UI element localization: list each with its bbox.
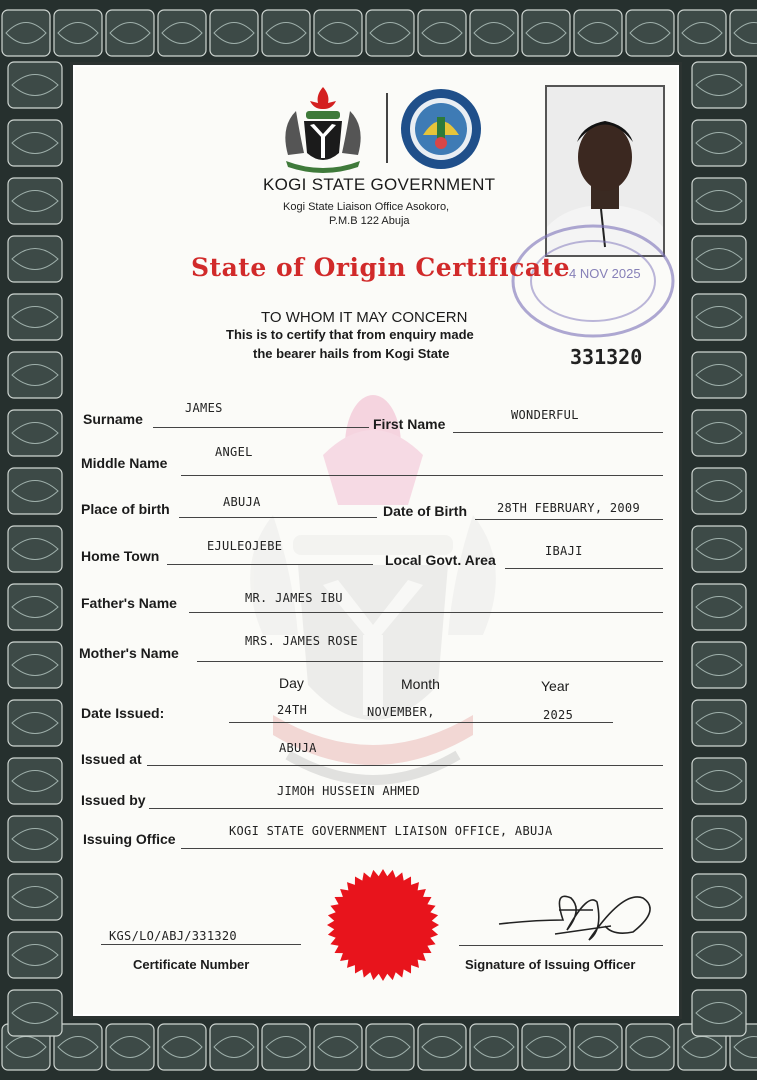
issuing-office-value: KOGI STATE GOVERNMENT LIAISON OFFICE, ABUJA bbox=[229, 824, 553, 838]
border-tile bbox=[574, 1024, 622, 1070]
border-tile bbox=[2, 10, 50, 56]
border-tile bbox=[8, 526, 62, 572]
border-tile bbox=[522, 10, 570, 56]
issued-at-label: Issued at bbox=[81, 751, 142, 767]
border-tile bbox=[522, 1024, 570, 1070]
first-name-value: WONDERFUL bbox=[511, 408, 579, 422]
date-issued-label: Date Issued: bbox=[81, 705, 165, 721]
issued-at-line bbox=[147, 765, 663, 766]
border-tile bbox=[692, 526, 746, 572]
place-of-birth-line bbox=[179, 517, 377, 518]
border-tile bbox=[418, 1024, 466, 1070]
border-tile bbox=[626, 1024, 674, 1070]
border-tile bbox=[8, 816, 62, 862]
surname-label: Surname bbox=[83, 411, 143, 427]
border-tile bbox=[8, 932, 62, 978]
border-tile bbox=[692, 816, 746, 862]
border-tile bbox=[470, 1024, 518, 1070]
border-tile bbox=[106, 10, 154, 56]
border-tile bbox=[692, 178, 746, 224]
certificate-paper bbox=[70, 62, 682, 1019]
signature-line bbox=[459, 945, 663, 946]
border-tile bbox=[470, 10, 518, 56]
border-tile bbox=[730, 10, 757, 56]
first-name-line bbox=[453, 432, 663, 433]
kogi-state-logo-icon bbox=[399, 87, 483, 171]
border-tile bbox=[106, 1024, 154, 1070]
border-tile bbox=[366, 1024, 414, 1070]
red-seal bbox=[323, 865, 443, 985]
border-tile bbox=[262, 10, 310, 56]
year-issued-value: 2025 bbox=[543, 708, 574, 722]
surname-line bbox=[153, 427, 369, 428]
border-tile bbox=[8, 236, 62, 282]
stamp-date-text: 4 NOV 2025 bbox=[569, 266, 641, 281]
signature-label: Signature of Issuing Officer bbox=[465, 957, 636, 972]
mother-name-label: Mother's Name bbox=[79, 645, 179, 661]
border-tile bbox=[692, 120, 746, 166]
border-tile bbox=[692, 642, 746, 688]
border-tile bbox=[574, 10, 622, 56]
border-tile bbox=[692, 584, 746, 630]
mother-name-value: MRS. JAMES ROSE bbox=[245, 634, 358, 648]
home-town-value: EJULEOJEBE bbox=[207, 539, 283, 553]
border-tile bbox=[8, 468, 62, 514]
border-tile bbox=[262, 1024, 310, 1070]
border-tile bbox=[626, 10, 674, 56]
border-tile bbox=[8, 120, 62, 166]
border-tile bbox=[692, 758, 746, 804]
border-tile bbox=[678, 10, 726, 56]
date-of-birth-value: 28TH FEBRUARY, 2009 bbox=[497, 501, 640, 515]
father-name-label: Father's Name bbox=[81, 595, 177, 611]
government-name: KOGI STATE GOVERNMENT bbox=[263, 175, 496, 194]
father-name-value: MR. JAMES IBU bbox=[245, 591, 343, 605]
serial-number: 331320 bbox=[570, 345, 643, 369]
border-tile bbox=[8, 642, 62, 688]
date-issued-line bbox=[229, 722, 613, 723]
border-tile bbox=[8, 874, 62, 920]
border-tile bbox=[314, 1024, 362, 1070]
issued-by-label: Issued by bbox=[81, 792, 146, 808]
border-tile bbox=[8, 758, 62, 804]
lga-label: Local Govt. Area bbox=[385, 552, 496, 568]
issuing-office-label: Issuing Office bbox=[83, 831, 176, 847]
home-town-line bbox=[167, 564, 373, 565]
border-tile bbox=[8, 352, 62, 398]
border-tile bbox=[692, 700, 746, 746]
border-tile bbox=[8, 62, 62, 108]
issued-by-line bbox=[149, 808, 663, 809]
first-name-label: First Name bbox=[373, 416, 446, 432]
certificate-title: State of Origin Certificate bbox=[191, 253, 571, 282]
place-of-birth-value: ABUJA bbox=[223, 495, 261, 509]
border-tile bbox=[8, 584, 62, 630]
certificate-number-label: Certificate Number bbox=[133, 957, 250, 972]
lga-value: IBAJI bbox=[545, 544, 583, 558]
border-tile bbox=[692, 352, 746, 398]
border-tile bbox=[158, 1024, 206, 1070]
middle-name-value: ANGEL bbox=[215, 445, 253, 459]
certify-line2: the bearer hails from Kogi State bbox=[253, 346, 450, 361]
day-issued-value: 24TH bbox=[277, 703, 308, 717]
place-of-birth-label: Place of birth bbox=[81, 501, 170, 517]
certify-line1: This is to certify that from enquiry made bbox=[226, 327, 474, 342]
border-tile bbox=[8, 294, 62, 340]
issued-by-value: JIMOH HUSSEIN AHMED bbox=[277, 784, 420, 798]
border-tile bbox=[692, 294, 746, 340]
border-tile bbox=[366, 10, 414, 56]
month-heading: Month bbox=[401, 676, 440, 692]
border-tile bbox=[210, 1024, 258, 1070]
date-of-birth-line bbox=[475, 519, 663, 520]
year-heading: Year bbox=[541, 678, 570, 694]
middle-name-line bbox=[181, 475, 663, 476]
border-tile bbox=[692, 62, 746, 108]
border-tile bbox=[692, 932, 746, 978]
border-tile bbox=[54, 10, 102, 56]
lga-line bbox=[505, 568, 663, 569]
border-tile bbox=[692, 468, 746, 514]
issued-at-value: ABUJA bbox=[279, 741, 317, 755]
office-address-line2: P.M.B 122 Abuja bbox=[329, 215, 410, 227]
border-tile bbox=[8, 990, 62, 1036]
office-address-line1: Kogi State Liaison Office Asokoro, bbox=[283, 201, 450, 213]
issuing-office-line bbox=[181, 848, 663, 849]
border-tile bbox=[692, 236, 746, 282]
border-tile bbox=[158, 10, 206, 56]
surname-value: JAMES bbox=[185, 401, 223, 415]
mother-name-line bbox=[197, 661, 663, 662]
border-tile bbox=[8, 700, 62, 746]
father-name-line bbox=[189, 612, 663, 613]
border-tile bbox=[692, 410, 746, 456]
certificate-number-value: KGS/LO/ABJ/331320 bbox=[109, 929, 237, 943]
day-heading: Day bbox=[279, 675, 304, 691]
date-of-birth-label: Date of Birth bbox=[383, 503, 467, 519]
border-tile bbox=[210, 10, 258, 56]
officer-signature bbox=[493, 880, 673, 950]
home-town-label: Home Town bbox=[81, 548, 160, 564]
border-tile bbox=[692, 990, 746, 1036]
logo-divider bbox=[386, 93, 388, 163]
month-issued-value: NOVEMBER, bbox=[367, 705, 435, 719]
certificate-number-line bbox=[101, 944, 301, 945]
border-tile bbox=[8, 178, 62, 224]
border-tile bbox=[8, 410, 62, 456]
border-tile bbox=[418, 10, 466, 56]
border-tile bbox=[692, 874, 746, 920]
to-whom-it-may-concern: TO WHOM IT MAY CONCERN bbox=[261, 309, 468, 326]
nigeria-coat-of-arms-icon bbox=[276, 83, 371, 175]
border-tile bbox=[314, 10, 362, 56]
middle-name-label: Middle Name bbox=[81, 455, 168, 471]
